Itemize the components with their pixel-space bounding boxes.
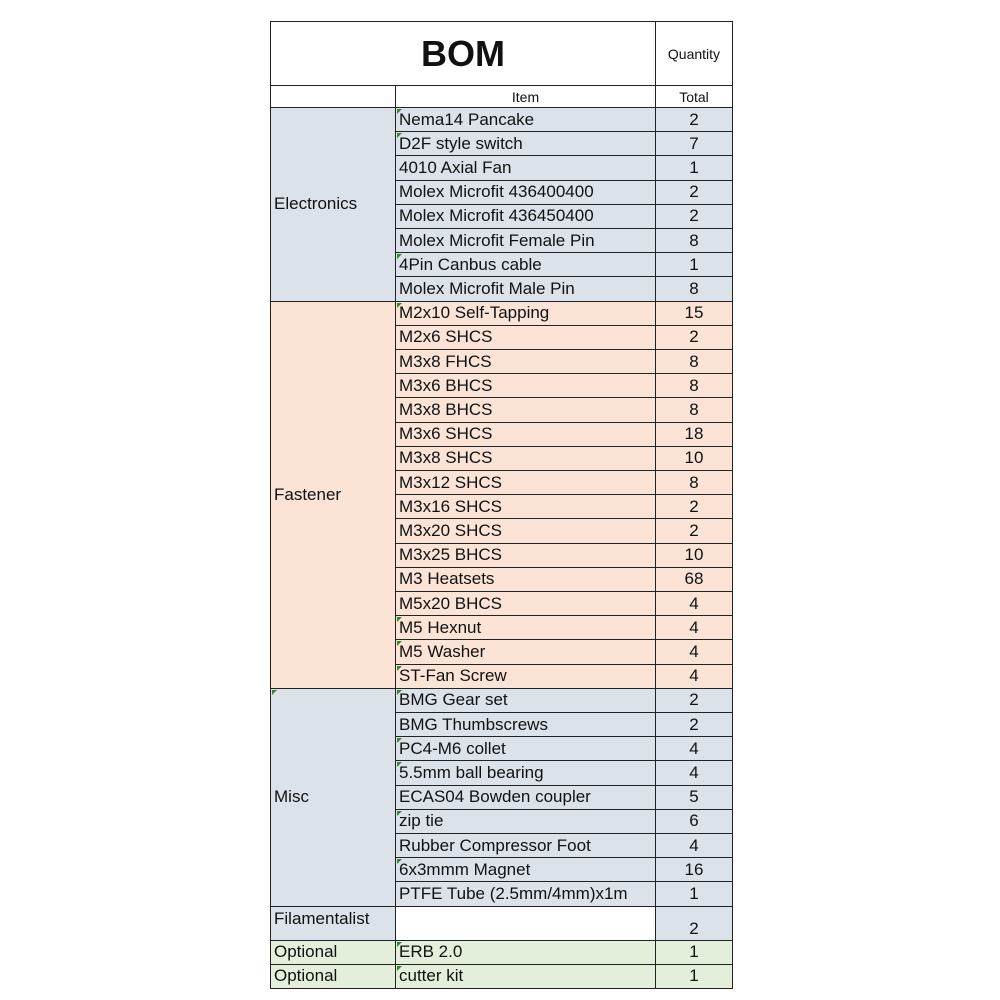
total-cell: 1: [655, 252, 733, 277]
item-cell: M3 Heatsets: [395, 567, 656, 592]
comment-marker-icon: [397, 133, 402, 138]
item-cell: 4010 Axial Fan: [395, 155, 656, 180]
total-cell: 10: [655, 446, 733, 471]
item-cell: ERB 2.0: [395, 940, 656, 965]
total-cell: 6: [655, 809, 733, 834]
total-cell: 10: [655, 543, 733, 568]
item-cell: M3x20 SHCS: [395, 518, 656, 543]
comment-marker-icon: [397, 109, 402, 114]
total-cell: 16: [655, 857, 733, 882]
total-cell: 2: [655, 107, 733, 132]
item-cell: M3x16 SHCS: [395, 494, 656, 519]
total-cell: 4: [655, 833, 733, 858]
total-cell: 15: [655, 301, 733, 326]
category-optional: Optional: [270, 940, 396, 965]
total-cell: 18: [655, 422, 733, 447]
total-cell: 8: [655, 276, 733, 301]
total-cell: 5: [655, 785, 733, 810]
item-cell: 6x3mmm Magnet: [395, 857, 656, 882]
category-misc: Misc: [270, 688, 396, 907]
category-fastener: Fastener: [270, 301, 396, 689]
total-cell: 8: [655, 228, 733, 253]
total-cell: 2: [655, 688, 733, 713]
item-cell: BMG Thumbscrews: [395, 712, 656, 737]
total-cell: 2: [655, 712, 733, 737]
item-cell: Molex Microfit Female Pin: [395, 228, 656, 253]
item-cell: ECAS04 Bowden coupler: [395, 785, 656, 810]
total-cell: 1: [655, 964, 733, 989]
item-cell: M3x25 BHCS: [395, 543, 656, 568]
total-cell: 2: [655, 325, 733, 350]
item-cell: M5 Hexnut: [395, 615, 656, 640]
item-cell: M3x8 BHCS: [395, 397, 656, 422]
comment-marker-icon: [397, 666, 402, 671]
item-cell: Rubber Compressor Foot: [395, 833, 656, 858]
item-cell: M3x6 SHCS: [395, 422, 656, 447]
comment-marker-icon: [397, 641, 402, 646]
item-cell: D2F style switch: [395, 131, 656, 156]
total-cell: 8: [655, 373, 733, 398]
comment-marker-icon: [272, 690, 277, 695]
item-cell: BMG Gear set: [395, 688, 656, 713]
item-cell: PC4-M6 collet: [395, 736, 656, 761]
item-cell: PTFE Tube (2.5mm/4mm)x1m: [395, 881, 656, 906]
item-cell: [395, 906, 656, 941]
item-cell: cutter kit: [395, 964, 656, 989]
category-filamentalist: Filamentalist: [270, 906, 396, 941]
total-cell: 8: [655, 397, 733, 422]
comment-marker-icon: [397, 617, 402, 622]
total-column-header: Total: [655, 85, 733, 108]
total-cell: 4: [655, 760, 733, 785]
comment-marker-icon: [397, 966, 402, 971]
total-cell: 2: [655, 494, 733, 519]
category-optional: Optional: [270, 964, 396, 989]
total-cell: 1: [655, 155, 733, 180]
item-cell: Molex Microfit 436400400: [395, 180, 656, 205]
item-cell: M3x12 SHCS: [395, 470, 656, 495]
item-cell: M5x20 BHCS: [395, 591, 656, 616]
category-electronics: Electronics: [270, 107, 396, 302]
item-cell: Molex Microfit 436450400: [395, 204, 656, 229]
comment-marker-icon: [397, 942, 402, 947]
total-cell: 4: [655, 639, 733, 664]
item-cell: M3x6 BHCS: [395, 373, 656, 398]
item-cell: zip tie: [395, 809, 656, 834]
comment-marker-icon: [397, 690, 402, 695]
item-cell: 5.5mm ball bearing: [395, 760, 656, 785]
total-cell: 2: [655, 204, 733, 229]
quantity-header: Quantity: [655, 21, 733, 86]
comment-marker-icon: [397, 859, 402, 864]
item-cell: M3x8 FHCS: [395, 349, 656, 374]
total-cell: 4: [655, 664, 733, 689]
category-header-blank: [270, 85, 396, 108]
total-cell: 2: [655, 906, 733, 941]
item-cell: M2x6 SHCS: [395, 325, 656, 350]
total-cell: 8: [655, 470, 733, 495]
total-cell: 8: [655, 349, 733, 374]
item-cell: M2x10 Self-Tapping: [395, 301, 656, 326]
comment-marker-icon: [397, 762, 402, 767]
comment-marker-icon: [397, 811, 402, 816]
total-cell: 2: [655, 518, 733, 543]
total-cell: 68: [655, 567, 733, 592]
total-cell: 4: [655, 615, 733, 640]
item-cell: Nema14 Pancake: [395, 107, 656, 132]
total-cell: 4: [655, 736, 733, 761]
item-cell: Molex Microfit Male Pin: [395, 276, 656, 301]
bom-table: [270, 21, 733, 987]
total-cell: 1: [655, 940, 733, 965]
comment-marker-icon: [397, 254, 402, 259]
item-column-header: Item: [395, 85, 656, 108]
total-cell: 1: [655, 881, 733, 906]
total-cell: 2: [655, 180, 733, 205]
total-cell: 4: [655, 591, 733, 616]
comment-marker-icon: [397, 303, 402, 308]
item-cell: ST-Fan Screw: [395, 664, 656, 689]
table-title: BOM: [270, 21, 656, 86]
total-cell: 7: [655, 131, 733, 156]
item-cell: M5 Washer: [395, 639, 656, 664]
comment-marker-icon: [397, 738, 402, 743]
item-cell: 4Pin Canbus cable: [395, 252, 656, 277]
item-cell: M3x8 SHCS: [395, 446, 656, 471]
